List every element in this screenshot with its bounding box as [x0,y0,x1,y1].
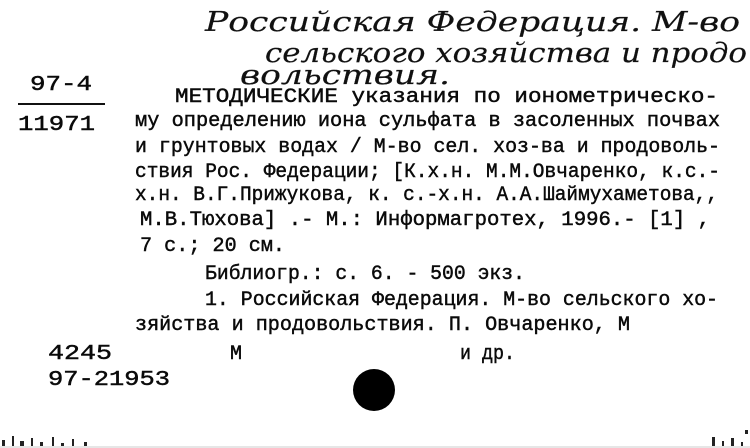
inventory-number: 4245 [48,343,112,366]
record-number: 97-21953 [48,369,170,392]
body-line: МЕТОДИЧЕСКИЕ указания по ионометрическо- [175,86,718,109]
punch-hole [353,369,395,411]
body-line: х.н. В.Г.Прижукова, к. с.-х.н. А.А.Шаймухаметова,, [135,184,718,207]
handwritten-line-1: Российская Федерация. М-во [203,7,741,38]
classification-code: 97-4 [30,74,92,97]
body-line: му определению иона сульфата в засоленных почвах [135,110,720,133]
call-number-divider [18,103,105,105]
body-line: 7 с.; 20 см. [140,235,285,258]
body-line: Библиогр.: с. 6. - 500 экз. [205,263,525,286]
body-line: М.В.Тюхова] .- М.: Информагротех, 1996.- [1] , [140,209,710,232]
handwritten-line-3: вольствия. [240,60,450,91]
body-line: 1. Российская Федерация. М-во сельского хо- [205,289,718,312]
author-number: 11971 [18,114,95,137]
body-line: и грунтовых водах / М-во сел. хоз-ва и продоволь- [135,136,720,159]
body-line: зяйства и продовольствия. П. Овчаренко, М [135,314,630,337]
last-line-right: и др. [460,343,515,366]
body-line: ствия Рос. Федерации; [К.х.н. М.М.Овчаренко, к.с.- [135,161,720,184]
last-line-left: М [230,343,243,366]
handwritten-line-2: сельского хозяйства и продо [265,38,747,69]
